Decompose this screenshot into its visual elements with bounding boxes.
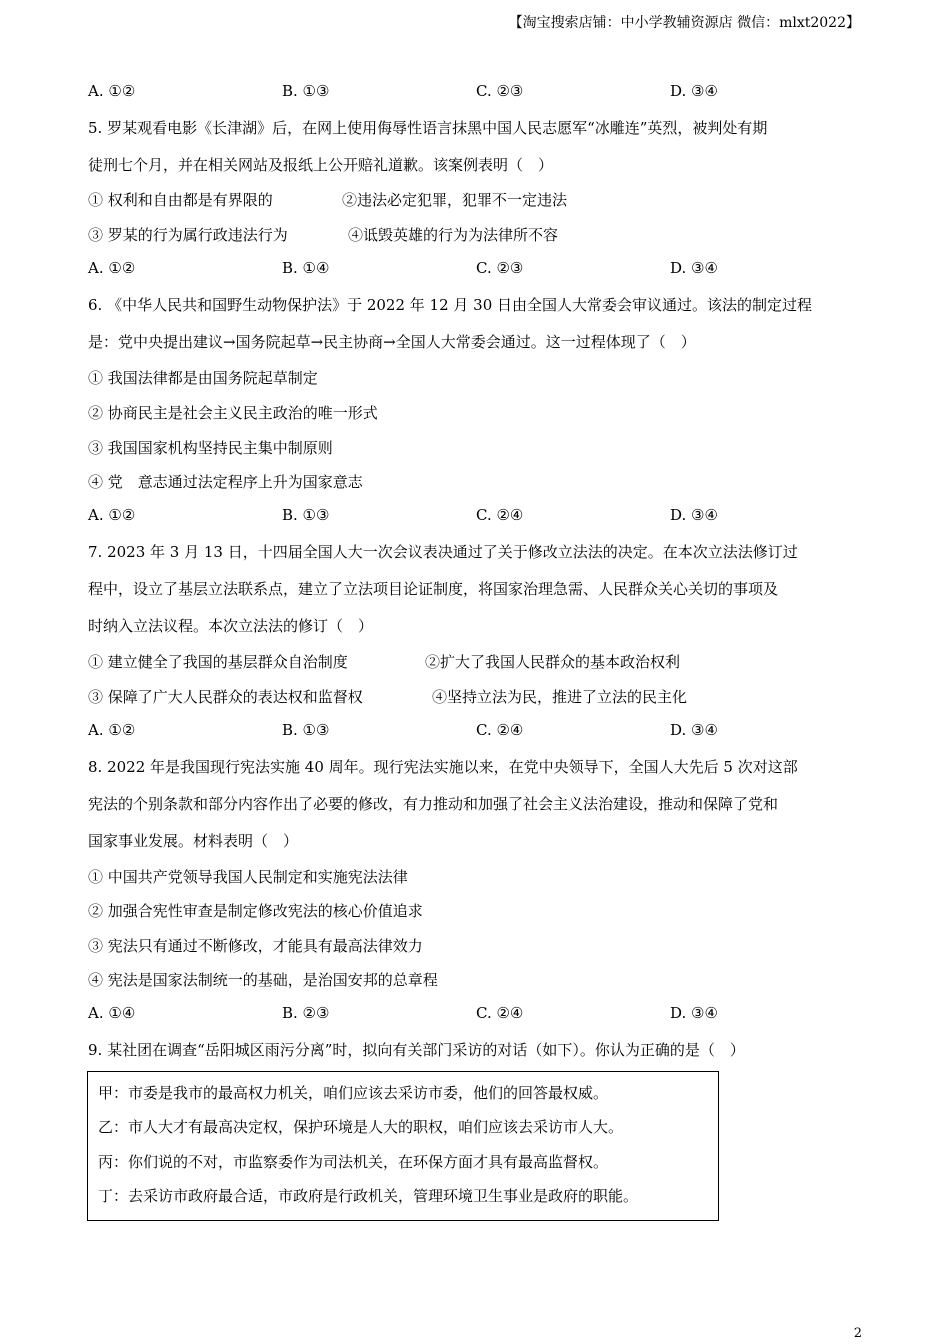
- q8-stem-line-1: 8. 2022 年是我国现行宪法实施 40 周年。现行宪法实施以来，在党中央领导下，全国人大先后 5 次对这部: [88, 758, 798, 776]
- q9-stem: 9. 某社团在调查“岳阳城区雨污分离”时，拟向有关部门采访的对话（如下）。你认为正确的是（ ）: [88, 1041, 745, 1059]
- page-header: 【淘宝搜索店铺：中小学教辅资源店 微信：mlxt2022】: [508, 15, 860, 31]
- q7-stem-line-1: 7. 2023 年 3 月 13 日，十四届全国人大一次会议表决通过了关于修改立法法的决定。在本次立法法修订过: [88, 543, 798, 561]
- option-d: D. ③④: [670, 1004, 718, 1022]
- statement: ③ 罗某的行为属行政违法行为: [88, 226, 288, 244]
- option-b: B. ①③: [282, 82, 330, 100]
- statement: ④坚持立法为民，推进了立法的民主化: [432, 688, 688, 706]
- q7-stem-line-3: 时纳入立法议程。本次立法法的修订（ ）: [88, 617, 374, 635]
- q6-statement-2: ② 协商民主是社会主义民主政治的唯一形式: [88, 404, 378, 422]
- option-a: A. ①②: [88, 259, 136, 277]
- q8-statement-1: ① 中国共产党领导我国人民制定和实施宪法法律: [88, 868, 408, 886]
- option-b: B. ①③: [282, 721, 330, 739]
- q5-stem-line-2: 徒刑七个月，并在相关网站及报纸上公开赔礼道歉。该案例表明（ ）: [88, 156, 554, 174]
- q6-statement-4: ④ 党 意志通过法定程序上升为国家意志: [88, 473, 363, 491]
- statement: ① 权利和自由都是有界限的: [88, 191, 273, 209]
- option-d: D. ③④: [670, 259, 718, 277]
- option-b: B. ①③: [282, 506, 330, 524]
- q8-statement-3: ③ 宪法只有通过不断修改，才能具有最高法律效力: [88, 937, 423, 955]
- statement: ③ 保障了广大人民群众的表达权和监督权: [88, 688, 363, 706]
- q8-statement-2: ② 加强合宪性审查是制定修改宪法的核心价值追求: [88, 902, 423, 920]
- option-d: D. ③④: [670, 506, 718, 524]
- option-c: C. ②③: [476, 259, 524, 277]
- q8-stem-line-2: 宪法的个别条款和部分内容作出了必要的修改，有力推动和加强了社会主义法治建设，推动和保障了党和: [88, 795, 779, 813]
- statement: ④诋毁英雄的行为为法律所不容: [348, 226, 559, 244]
- option-c: C. ②③: [476, 82, 524, 100]
- q8-statement-4: ④ 宪法是国家法制统一的基础，是治国安邦的总章程: [88, 971, 438, 989]
- option-c: C. ②④: [476, 1004, 524, 1022]
- dialogue-line-jia: 甲：市委是我市的最高权力机关，咱们应该去采访市委，他们的回答最权威。: [98, 1084, 609, 1102]
- q5-stem-line-1: 5. 罗某观看电影《长津湖》后，在网上使用侮辱性语言抹黑中国人民志愿军“冰雕连”英烈，被判处有期: [88, 119, 768, 137]
- q7-stem-line-2: 程中，设立了基层立法联系点，建立了立法项目论证制度，将国家治理急需、人民群众关心关切的事项及: [88, 580, 779, 598]
- q8-stem-line-3: 国家事业发展。材料表明（ ）: [88, 832, 299, 850]
- option-c: C. ②④: [476, 721, 524, 739]
- dialogue-line-ding: 丁：去采访市政府最合适，市政府是行政机关，管理环境卫生事业是政府的职能。: [98, 1187, 639, 1205]
- option-a: A. ①②: [88, 721, 136, 739]
- page-number: 2: [853, 1326, 862, 1341]
- option-c: C. ②④: [476, 506, 524, 524]
- statement: ②扩大了我国人民群众的基本政治权利: [425, 653, 681, 671]
- statement: ① 建立健全了我国的基层群众自治制度: [88, 653, 348, 671]
- q6-stem-line-1: 6. 《中华人民共和国野生动物保护法》于 2022 年 12 月 30 日由全国人大常委会审议通过。该法的制定过程: [88, 296, 813, 314]
- option-b: B. ①④: [282, 259, 330, 277]
- dialogue-line-bing: 丙：你们说的不对，市监察委作为司法机关，在环保方面才具有最高监督权。: [98, 1153, 609, 1171]
- option-a: A. ①②: [88, 82, 136, 100]
- option-a: A. ①④: [88, 1004, 136, 1022]
- option-d: D. ③④: [670, 721, 718, 739]
- q9-dialogue-box: [87, 1071, 719, 1221]
- q6-statement-3: ③ 我国国家机构坚持民主集中制原则: [88, 439, 333, 457]
- option-d: D. ③④: [670, 82, 718, 100]
- q6-stem-line-2: 是：党中央提出建议→国务院起草→民主协商→全国人大常委会通过。这一过程体现了（ ）: [88, 333, 696, 351]
- option-a: A. ①②: [88, 506, 136, 524]
- q6-statement-1: ① 我国法律都是由国务院起草制定: [88, 369, 318, 387]
- option-b: B. ②③: [282, 1004, 330, 1022]
- statement: ②违法必定犯罪，犯罪不一定违法: [342, 191, 568, 209]
- dialogue-line-yi: 乙：市人大才有最高决定权，保护环境是人大的职权，咱们应该去采访市人大。: [98, 1118, 624, 1136]
